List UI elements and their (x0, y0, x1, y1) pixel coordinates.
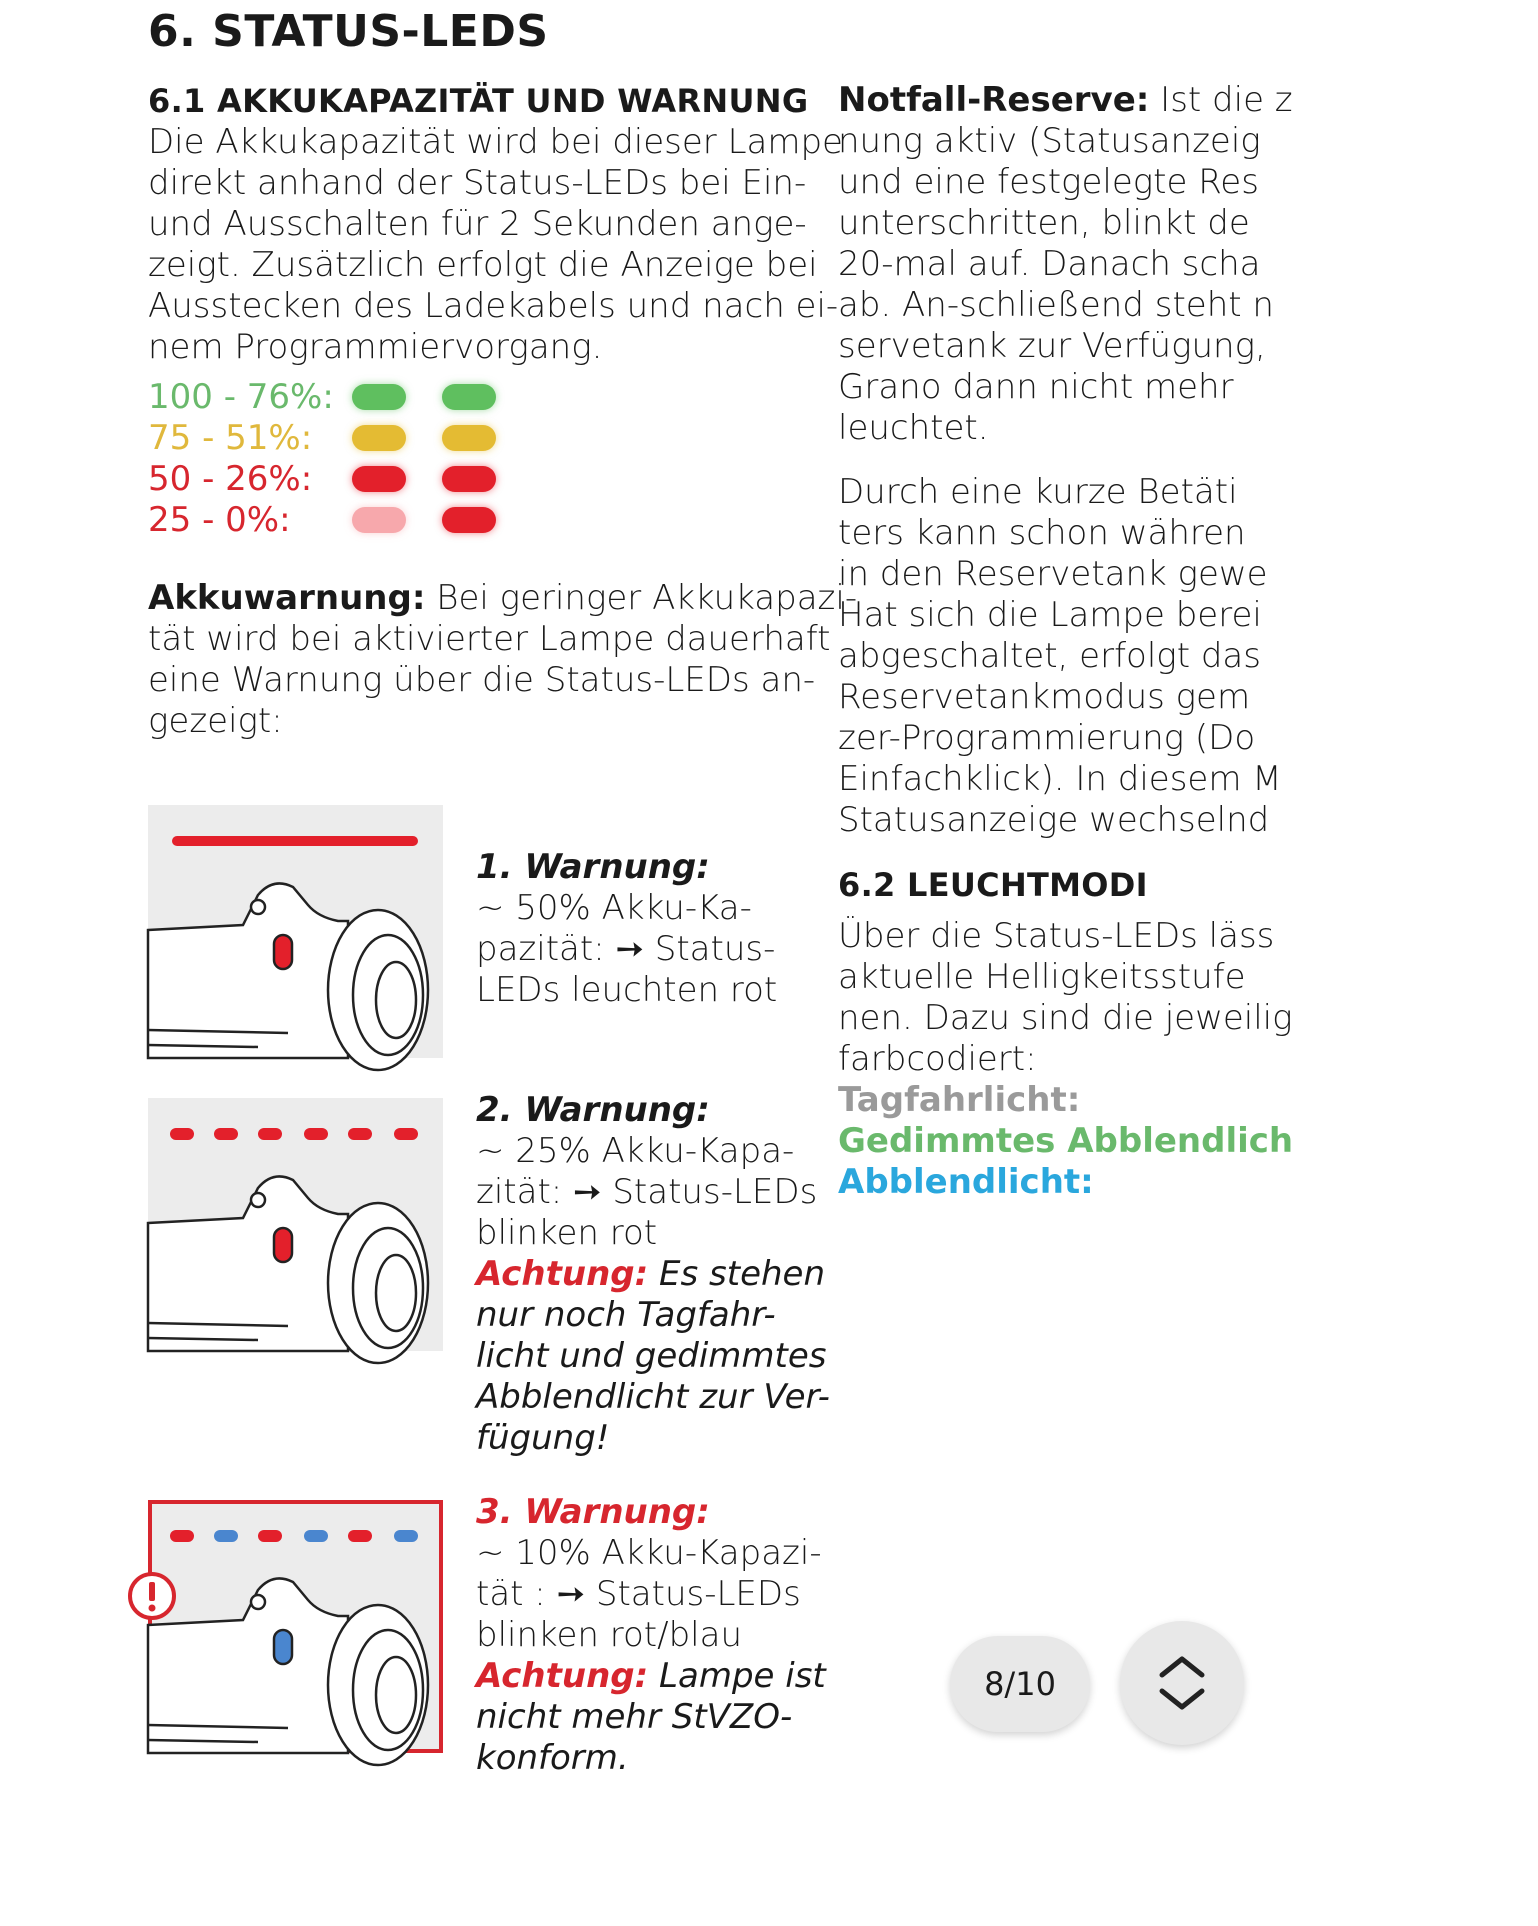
warning-2-title: 2. Warnung: (476, 1090, 710, 1130)
warning-3-note-label: Achtung: (476, 1656, 649, 1696)
led-red-1 (352, 466, 406, 492)
text-line: tät wird bei aktivierter Lampe dauerhaft (148, 619, 831, 659)
text-line: und Ausschalten für 2 Sekunden ange- (148, 204, 807, 244)
led-yellow-1 (352, 425, 406, 451)
akkuwarnung-label: Akkuwarnung: (148, 578, 426, 618)
led-bar-solid (172, 836, 418, 846)
led-bar-blinking (170, 1128, 418, 1140)
text-line: ~ 10% Akku-Kapazi- (476, 1533, 822, 1573)
text-line: pazität: ➙ Status- (476, 929, 776, 969)
warning-1-illustration (148, 805, 443, 1058)
text-line: Ausstecken des Ladekabels und nach ei- (148, 286, 839, 326)
mode-label-abblendlicht: Abblendlicht: (838, 1162, 1094, 1202)
page-indicator[interactable]: 8/10 (950, 1636, 1090, 1732)
warning-3-title: 3. Warnung: (476, 1492, 710, 1532)
akkuwarnung-paragraph (148, 578, 858, 742)
text-line: 20-mal auf. Danach scha (838, 244, 1261, 284)
text-line: Abblendlicht zur Ver- (476, 1377, 830, 1417)
right-column (838, 80, 1294, 1250)
text-line: tät : ➙ Status-LEDs (476, 1574, 801, 1614)
warning-1-title: 1. Warnung: (476, 847, 710, 887)
text-line: zer-Programmierung (Do (838, 718, 1256, 758)
text-line: ~ 25% Akku-Kapa- (476, 1131, 795, 1171)
led-red-2 (442, 466, 496, 492)
led-pink-1 (352, 507, 406, 533)
lamp-drawing (148, 1176, 428, 1363)
capacity-levels (148, 377, 334, 541)
page-nav-button[interactable] (1120, 1621, 1244, 1745)
text-line: zeigt. Zusätzlich erfolgt die Anzeige bei (148, 245, 818, 285)
subsection-title-akkukapazitaet: 6.1 AKKUKAPAZITÄT UND WARNUNG (148, 82, 809, 120)
text-line: ab. An-schließend steht n (838, 285, 1274, 325)
level-label-75: 75 - 51%: (148, 418, 313, 458)
text-line: Einfachklick). In diesem M (838, 759, 1282, 799)
intro-paragraph (148, 122, 843, 368)
chevron-up-down-icon (1154, 1651, 1210, 1715)
subsection-title-leuchtmodi: 6.2 LEUCHTMODI (838, 866, 1148, 904)
text-line: farbcodiert: (838, 1039, 1037, 1079)
led-green-2 (442, 384, 496, 410)
mode-label-tagfahrlicht: Tagfahrlicht: (838, 1080, 1081, 1120)
text-line: Hat sich die Lampe berei (838, 595, 1262, 635)
text-line: ~ 50% Akku-Ka- (476, 888, 752, 928)
text-line: konform. (476, 1738, 629, 1778)
text-line: leuchtet. (838, 408, 989, 448)
text-line: Ist die z (1149, 80, 1293, 120)
text-line: nicht mehr StVZO- (476, 1697, 793, 1737)
level-label-25: 25 - 0%: (148, 500, 291, 540)
text-line: Es stehen (648, 1254, 826, 1294)
text-line: Über die Status-LEDs läss (838, 916, 1275, 956)
warning-3-illustration (148, 1500, 443, 1753)
text-line: blinken rot/blau (476, 1615, 743, 1655)
text-line: Durch eine kurze Betäti (838, 472, 1238, 512)
text-line: direkt anhand der Status-LEDs bei Ein- (148, 163, 807, 203)
text-line: Reservetankmodus gem (838, 677, 1251, 717)
warning-1-text (476, 847, 777, 1011)
notfall-label: Notfall-Reserve: (838, 80, 1150, 120)
text-line: Grano dann nicht mehr (838, 367, 1234, 407)
text-line: fügung! (476, 1418, 610, 1458)
level-label-100: 100 - 76%: (148, 377, 334, 417)
text-line: eine Warnung über die Status-LEDs an- (148, 660, 816, 700)
warning-2-note-label: Achtung: (476, 1254, 649, 1294)
led-red-3 (442, 507, 496, 533)
text-line: Bei geringer Akkukapazi- (425, 578, 858, 618)
text-line: blinken rot (476, 1213, 658, 1253)
text-line: Lampe ist (648, 1656, 826, 1696)
text-line: Statusanzeige wechselnd (838, 800, 1270, 840)
lamp-drawing (148, 1578, 428, 1765)
text-line: LEDs leuchten rot (476, 970, 778, 1010)
mode-label-gedimmt: Gedimmtes Abblendlich (838, 1121, 1294, 1161)
led-green-1 (352, 384, 406, 410)
text-line: und eine festgelegte Res (838, 162, 1259, 202)
warning-2-illustration (148, 1098, 443, 1351)
text-line: in den Reservetank gewe (838, 554, 1268, 594)
text-line: unterschritten, blinkt de (838, 203, 1250, 243)
text-line: nung aktiv (Statusanzeig (838, 121, 1261, 161)
lamp-status-led (274, 935, 292, 969)
warning-3-text (476, 1492, 826, 1779)
lamp-status-led (274, 1630, 292, 1664)
text-line: nem Programmiervorgang. (148, 327, 603, 367)
text-line: nen. Dazu sind die jeweilig (838, 998, 1293, 1038)
text-line: aktuelle Helligkeitsstufe (838, 957, 1246, 997)
text-line: ters kann schon währen (838, 513, 1246, 553)
exclamation-icon (126, 1570, 178, 1622)
section-title: 6. STATUS-LEDS (148, 6, 549, 57)
text-line: gezeigt: (148, 701, 283, 741)
text-line: abgeschaltet, erfolgt das (838, 636, 1261, 676)
lamp-drawing (148, 883, 428, 1070)
led-bar-red-blue (170, 1530, 418, 1542)
text-line: nur noch Tagfahr- (476, 1295, 776, 1335)
text-line: zität: ➙ Status-LEDs (476, 1172, 818, 1212)
text-line: licht und gedimmtes (476, 1336, 827, 1376)
text-line: Die Akkukapazität wird bei dieser Lampe (148, 122, 843, 162)
level-label-50: 50 - 26%: (148, 459, 313, 499)
text-line: servetank zur Verfügung, (838, 326, 1266, 366)
led-yellow-2 (442, 425, 496, 451)
lamp-status-led (274, 1228, 292, 1262)
warning-2-text (476, 1090, 830, 1459)
